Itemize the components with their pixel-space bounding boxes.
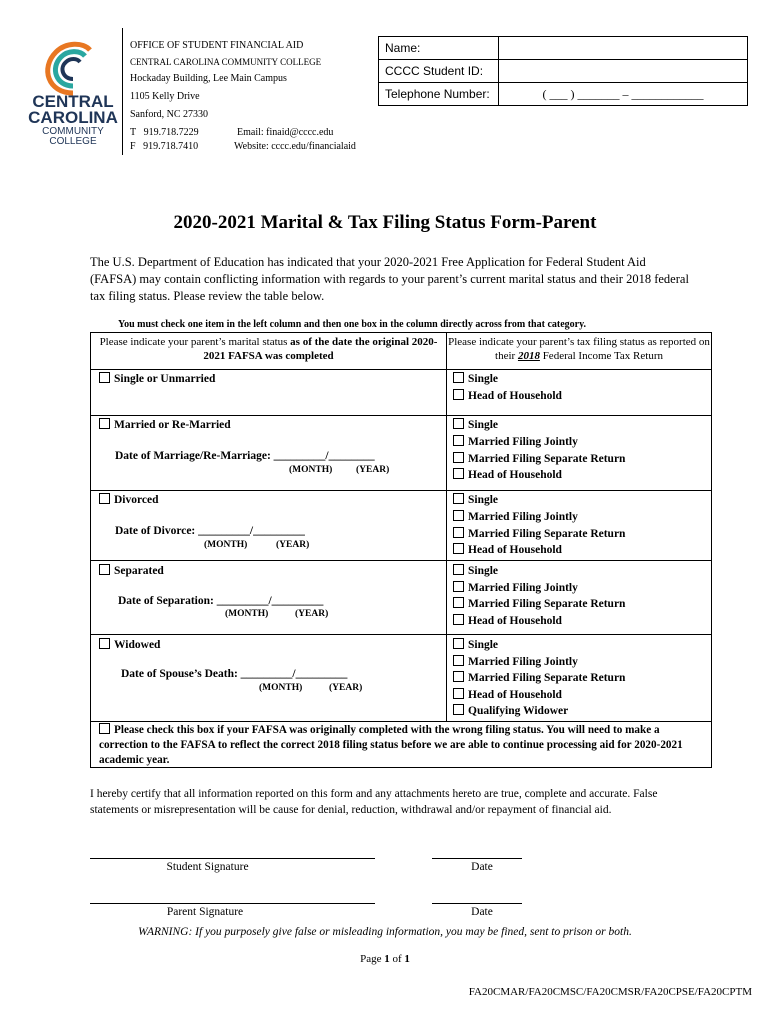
intro-paragraph: The U.S. Department of Education has indicated that your 2020-2021 Free Application for Federal Student Aid (FAFSA) may contain conflicting information with regards to your parent’s current marital status and their 2018 federal tax filing status. Please review the table below. xyxy=(90,255,689,303)
phone-line xyxy=(130,127,199,138)
tax-married-filing-jointly[interactable] xyxy=(453,655,578,668)
tax-married-filing-separate[interactable] xyxy=(453,452,625,465)
page-of: of xyxy=(389,953,405,965)
parent-signature-line[interactable] xyxy=(90,903,375,904)
page-prefix: Page xyxy=(360,953,385,965)
separation-date-field[interactable]: Date of Separation: _________/_________ xyxy=(118,595,324,607)
student-date-line[interactable] xyxy=(432,858,522,859)
option-label: Head of Household xyxy=(468,469,562,481)
logo-text-college: COLLEGE xyxy=(49,136,97,147)
marriage-date-field[interactable]: Date of Marriage/Re-Marriage: _________/________ xyxy=(115,450,375,462)
option-label: Married or Re-Married xyxy=(114,419,231,431)
office-website[interactable]: Website: cccc.edu/financialaid xyxy=(234,141,356,152)
checkbox[interactable] xyxy=(453,510,464,521)
option-label: Separated xyxy=(114,565,164,577)
parent-date-line[interactable] xyxy=(432,903,522,904)
certification-statement: I hereby certify that all information reported on this form and any attachments hereto are true, complete and accurate. False statements or misrepresentation will be cause for denial, reduction, withdrawal and/or repayment of financial aid. xyxy=(90,788,658,816)
year-caption: (YEAR) xyxy=(276,540,310,550)
form-code: FA20CMAR/FA20CMSC/FA20CMSR/FA20CPSE/FA20CPTM xyxy=(468,986,752,998)
month-caption: (MONTH) xyxy=(289,465,333,475)
divorce-date-field[interactable]: Date of Divorce: _________/_________ xyxy=(115,525,305,537)
header-divider xyxy=(122,28,123,155)
checkbox[interactable] xyxy=(453,614,464,625)
tax-married-filing-separate[interactable] xyxy=(453,527,625,540)
tax-single[interactable] xyxy=(453,418,498,431)
checkbox[interactable] xyxy=(453,688,464,699)
checkbox[interactable] xyxy=(453,527,464,538)
tax-single[interactable] xyxy=(453,493,498,506)
checkbox[interactable] xyxy=(453,493,464,504)
tax-single[interactable] xyxy=(453,564,498,577)
checkbox[interactable] xyxy=(453,435,464,446)
phone-number: 919.718.7229 xyxy=(143,127,199,138)
office-name: OFFICE OF STUDENT FINANCIAL AID xyxy=(130,40,304,51)
option-label: Divorced xyxy=(114,494,159,506)
checkbox[interactable] xyxy=(99,372,110,383)
checkbox[interactable] xyxy=(453,389,464,400)
right-header-text: Please indicate your parent’s tax filing status as reported on their xyxy=(448,336,710,362)
option-widowed[interactable] xyxy=(99,638,160,651)
tax-head-of-household[interactable] xyxy=(453,688,562,701)
option-label: Married Filing Separate Return xyxy=(468,453,626,465)
logo-text-community: COMMUNITY xyxy=(42,126,104,137)
checkbox[interactable] xyxy=(453,452,464,463)
year-caption: (YEAR) xyxy=(295,609,329,619)
page-number xyxy=(0,953,770,965)
form-title: 2020-2021 Marital & Tax Filing Status Form-Parent xyxy=(173,212,597,233)
phone-label: T xyxy=(130,127,137,138)
option-label: Head of Household xyxy=(468,615,562,627)
checkbox[interactable] xyxy=(453,655,464,666)
column-divider xyxy=(446,333,447,722)
option-label: Widowed xyxy=(114,639,161,651)
parent-date-label: Date xyxy=(471,906,493,918)
wrong-filing-status-option[interactable] xyxy=(99,723,705,768)
left-column-header xyxy=(91,335,446,363)
office-city: Sanford, NC 27330 xyxy=(130,109,209,120)
option-label: Single xyxy=(468,419,499,431)
tax-married-filing-jointly[interactable] xyxy=(453,510,578,523)
row-divider xyxy=(91,415,711,416)
row-divider xyxy=(91,369,711,370)
option-label: Qualifying Widower xyxy=(468,705,569,717)
tax-head-of-household[interactable] xyxy=(453,543,562,556)
option-label: Single xyxy=(468,639,499,651)
checkbox[interactable] xyxy=(99,564,110,575)
tax-married-filing-jointly[interactable] xyxy=(453,581,578,594)
office-email[interactable]: Email: finaid@cccc.edu xyxy=(237,127,334,138)
checkbox[interactable] xyxy=(99,638,110,649)
row-divider xyxy=(91,560,711,561)
fax-label: F xyxy=(130,141,136,152)
student-info-table xyxy=(378,36,748,106)
office-address-block xyxy=(130,38,321,123)
option-label: Single xyxy=(468,565,499,577)
college-logo xyxy=(28,38,118,148)
spouse-death-date-field[interactable]: Date of Spouse’s Death: _________/_________ xyxy=(121,668,348,680)
option-label: Married Filing Separate Return xyxy=(468,528,626,540)
tax-qualifying-widower[interactable] xyxy=(453,704,568,717)
checkbox[interactable] xyxy=(453,638,464,649)
option-single-unmarried[interactable] xyxy=(99,372,215,385)
tax-single[interactable] xyxy=(453,372,498,385)
option-label: Head of Household xyxy=(468,544,562,556)
tax-married-filing-jointly[interactable] xyxy=(453,435,578,448)
logo-text-central: CENTRAL xyxy=(32,92,114,111)
page-current: 1 xyxy=(384,953,390,965)
checkbox[interactable] xyxy=(453,543,464,554)
fax-number: 919.718.7410 xyxy=(143,141,199,152)
month-caption: (MONTH) xyxy=(204,540,248,550)
student-date-label: Date xyxy=(471,861,493,873)
page-total: 1 xyxy=(404,953,410,965)
left-header-text: Please indicate your parent’s marital status xyxy=(99,336,291,348)
year-caption: (YEAR) xyxy=(356,465,390,475)
option-married[interactable] xyxy=(99,418,231,431)
left-header-bold: as of the date the original 2020-2021 FAFSA was completed xyxy=(203,336,438,362)
right-column-header xyxy=(447,335,711,363)
option-label: Single or Unmarried xyxy=(114,373,216,385)
checkbox[interactable] xyxy=(99,418,110,429)
checkbox[interactable] xyxy=(453,372,464,383)
tax-married-filing-separate[interactable] xyxy=(453,597,625,610)
checkbox[interactable] xyxy=(453,671,464,682)
option-label: Married Filing Jointly xyxy=(468,511,578,523)
option-label: Married Filing Separate Return xyxy=(468,672,626,684)
logo-text-carolina: CAROLINA xyxy=(28,108,118,127)
option-label: Single xyxy=(468,494,499,506)
checkbox[interactable] xyxy=(99,723,110,734)
year-caption: (YEAR) xyxy=(329,683,363,693)
student-signature-line[interactable] xyxy=(90,858,375,859)
option-divorced[interactable] xyxy=(99,493,159,506)
student-id-field[interactable] xyxy=(499,60,748,83)
tax-head-of-household[interactable] xyxy=(453,389,562,402)
tax-head-of-household[interactable] xyxy=(453,614,562,627)
checkbox[interactable] xyxy=(453,468,464,479)
right-header-year: 2018 xyxy=(517,350,540,362)
name-field[interactable] xyxy=(499,37,748,60)
checkbox[interactable] xyxy=(453,597,464,608)
logo-swirl-icon xyxy=(28,38,118,98)
office-building: Hockaday Building, Lee Main Campus xyxy=(130,73,287,84)
name-label: Name: xyxy=(379,37,499,60)
row-divider xyxy=(91,634,711,635)
checkbox[interactable] xyxy=(453,564,464,575)
option-label: Married Filing Jointly xyxy=(468,656,578,668)
student-signature-label: Student Signature xyxy=(166,861,249,873)
tax-single[interactable] xyxy=(453,638,498,651)
option-label: Married Filing Separate Return xyxy=(468,598,626,610)
telephone-label: Telephone Number: xyxy=(379,83,499,106)
telephone-field[interactable]: ( ___ ) _______ – ____________ xyxy=(499,83,748,106)
option-label: Please check this box if your FAFSA was originally completed with the wrong filing status. You will need to make a correction to the FAFSA to reflect the correct 2018 filing status before we are able to continue processing aid for 2020-2021 academic year. xyxy=(99,724,683,766)
table-instruction: You must check one item in the left column and then one box in the column directly across from that category. xyxy=(118,319,587,330)
row-divider xyxy=(91,721,711,722)
checkbox[interactable] xyxy=(453,581,464,592)
option-label: Head of Household xyxy=(468,689,562,701)
tax-head-of-household[interactable] xyxy=(453,468,562,481)
checkbox[interactable] xyxy=(453,704,464,715)
month-caption: (MONTH) xyxy=(225,609,269,619)
status-table xyxy=(90,332,712,768)
option-separated[interactable] xyxy=(99,564,164,577)
option-label: Head of Household xyxy=(468,390,562,402)
student-id-label: CCCC Student ID: xyxy=(379,60,499,83)
checkbox[interactable] xyxy=(99,493,110,504)
fax-line xyxy=(130,141,198,152)
row-divider xyxy=(91,490,711,491)
tax-married-filing-separate[interactable] xyxy=(453,671,625,684)
right-header-tail: Federal Income Tax Return xyxy=(539,350,663,362)
option-label: Married Filing Jointly xyxy=(468,582,578,594)
checkbox[interactable] xyxy=(453,418,464,429)
legal-warning: WARNING: If you purposely give false or misleading information, you may be fined, sent to prison or both. xyxy=(138,926,632,938)
month-caption: (MONTH) xyxy=(259,683,303,693)
parent-signature-label: Parent Signature xyxy=(166,906,244,918)
college-name: CENTRAL CAROLINA COMMUNITY COLLEGE xyxy=(130,57,322,67)
option-label: Single xyxy=(468,373,499,385)
option-label: Married Filing Jointly xyxy=(468,436,578,448)
office-street: 1105 Kelly Drive xyxy=(130,91,200,102)
